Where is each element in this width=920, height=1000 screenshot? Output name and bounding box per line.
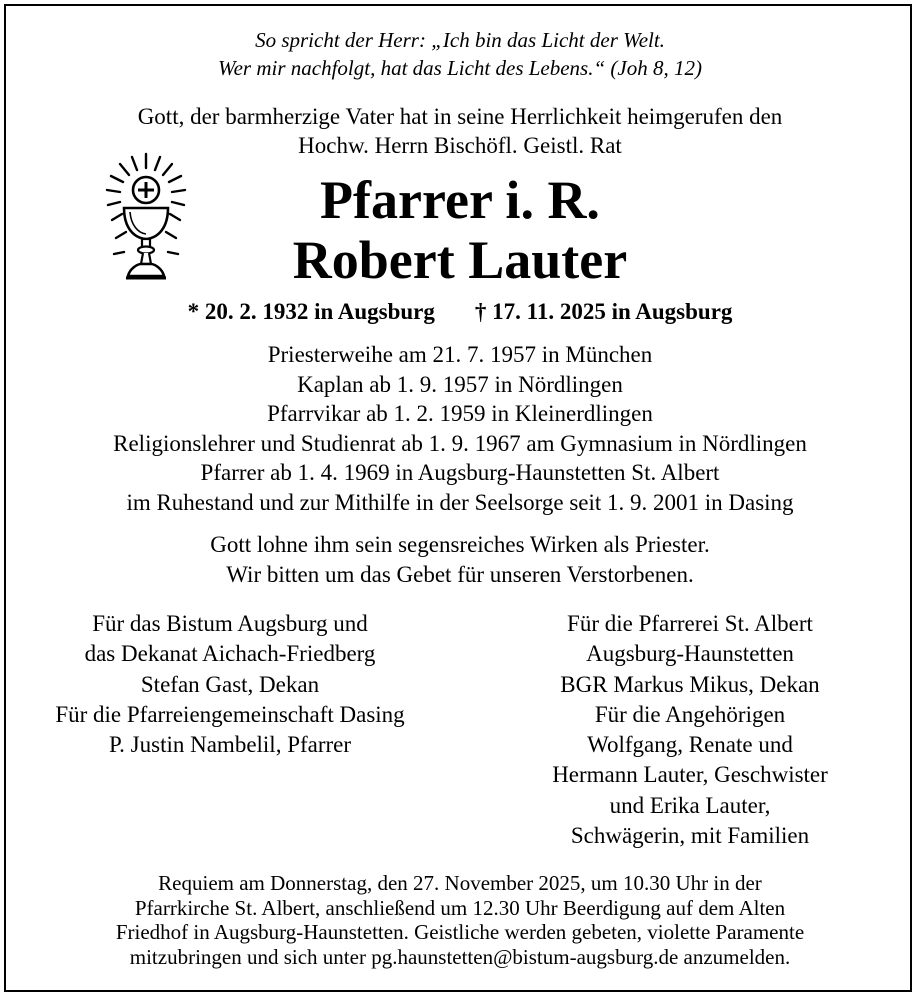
career-item: im Ruhestand und zur Mithilfe in der Seelsorge seit 1. 9. 2001 in Dasing bbox=[126, 489, 794, 515]
signatory-line: Hermann Lauter, Geschwister bbox=[552, 762, 828, 788]
signatory-line: P. Justin Nambelil, Pfarrer bbox=[108, 732, 352, 758]
requiem-line: mitzubringen und sich unter pg.haunstetten@bistum-augsburg.de anzumelden. bbox=[129, 944, 791, 969]
blessing-line: Gott lohne ihm sein segensreiches Wirken als Priester. bbox=[210, 532, 710, 557]
deceased-name-block bbox=[0, 170, 920, 290]
career-list bbox=[0, 340, 920, 517]
signatory-line: Stefan Gast, Dekan bbox=[140, 671, 320, 697]
intro-line: Gott, der barmherzige Vater hat in seine Herrlichkeit heimgerufen den bbox=[137, 104, 783, 129]
life-dates bbox=[0, 297, 920, 327]
signatory-line: Für das Bistum Augsburg und bbox=[92, 611, 368, 636]
signatory-line: Wolfgang, Renate und bbox=[587, 732, 793, 758]
requiem-info bbox=[0, 871, 920, 969]
deceased-name: Robert Lauter bbox=[292, 230, 628, 290]
signatory-line: Für die Pfarrerei St. Albert bbox=[567, 611, 813, 636]
intro-line: Hochw. Herrn Bischöfl. Geistl. Rat bbox=[298, 133, 622, 158]
bible-quote bbox=[0, 26, 920, 82]
deceased-title: Pfarrer i. R. bbox=[320, 170, 600, 230]
career-item: Kaplan ab 1. 9. 1957 in Nördlingen bbox=[297, 371, 623, 397]
signatory-line: und Erika Lauter, bbox=[609, 792, 771, 818]
death-date: † 17. 11. 2025 in Augsburg bbox=[474, 299, 733, 324]
blessing-text bbox=[0, 530, 920, 589]
quote-line: So spricht der Herr: „Ich bin das Licht der Welt. bbox=[255, 28, 665, 52]
career-item: Pfarrvikar ab 1. 2. 1959 in Kleinerdlingen bbox=[267, 401, 653, 426]
signatories-left bbox=[12, 609, 448, 760]
signatory-line: Für die Pfarreiengemeinschaft Dasing bbox=[55, 701, 405, 727]
blessing-line: Wir bitten um das Gebet für unseren Verstorbenen. bbox=[226, 561, 694, 587]
requiem-line: Requiem am Donnerstag, den 27. November 2025, um 10.30 Uhr in der bbox=[158, 871, 762, 895]
signatory-line: das Dekanat Aichach-Friedberg bbox=[84, 641, 376, 667]
quote-line: Wer mir nachfolgt, hat das Licht des Lebens.“ (Joh 8, 12) bbox=[218, 56, 702, 80]
signatory-line: Schwägerin, mit Familien bbox=[570, 823, 810, 849]
career-item: Pfarrer ab 1. 4. 1969 in Augsburg-Haunstetten St. Albert bbox=[200, 460, 720, 485]
signatory-line: BGR Markus Mikus, Dekan bbox=[560, 671, 820, 697]
signatory-line: Für die Angehörigen bbox=[594, 701, 786, 727]
career-item: Priesterweihe am 21. 7. 1957 in München bbox=[267, 342, 653, 367]
signatories-right bbox=[470, 609, 910, 851]
signatory-line: Augsburg-Haunstetten bbox=[586, 641, 794, 667]
career-item: Religionslehrer und Studienrat ab 1. 9. 1967 am Gymnasium in Nördlingen bbox=[113, 430, 807, 456]
birth-date: * 20. 2. 1932 in Augsburg bbox=[187, 299, 435, 324]
requiem-line: Friedhof in Augsburg-Haunstetten. Geistliche werden gebeten, violette Paramente bbox=[115, 920, 805, 944]
requiem-line: Pfarrkirche St. Albert, anschließend um 12.30 Uhr Beerdigung auf dem Alten bbox=[134, 895, 786, 920]
